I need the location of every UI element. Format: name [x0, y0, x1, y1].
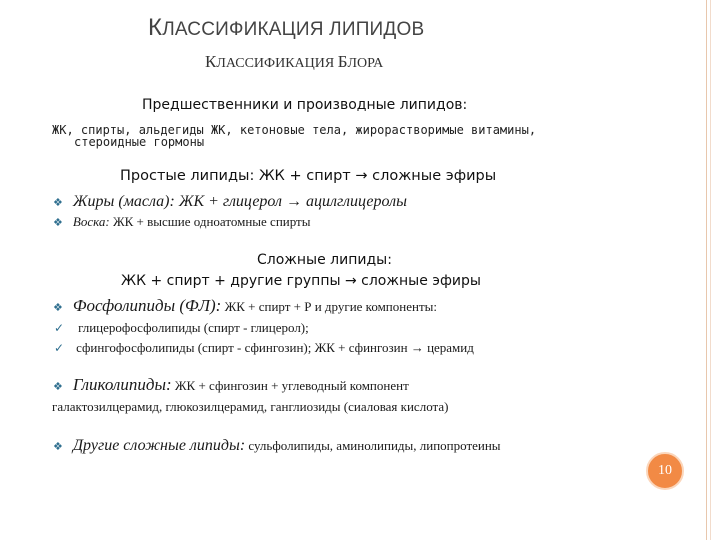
- diamond-bullet-icon: ❖: [53, 197, 63, 209]
- glycolipids-text: ЖК + сфингозин + углеводный компонент: [171, 378, 409, 393]
- phospholipids-label: Фосфолипиды (ФЛ):: [72, 296, 222, 315]
- other-complex-lipids-text: сульфолипиды, аминолипиды, липопротеины: [245, 438, 501, 453]
- diamond-bullet-icon: ❖: [53, 217, 63, 229]
- glycolipids-label: Гликолипиды:: [72, 375, 172, 394]
- phospholipids-text: ЖК + спирт + Р и другие компоненты:: [221, 299, 437, 314]
- glycolipids-item: [53, 375, 409, 395]
- fats-text: Жиры (масла): ЖК + глицерол → ацилглицеролы: [72, 193, 407, 210]
- phospholipids-item: [53, 296, 437, 316]
- page-number-badge: 10: [646, 452, 684, 490]
- wax-text: ЖК + высшие одноатомные спирты: [109, 214, 311, 229]
- complex-lipids-heading-2: ЖК + спирт + другие группы → сложные эфиры: [121, 273, 481, 289]
- glycerophospholipids-text: глицерофосфолипиды (спирт - глицерол);: [78, 320, 309, 335]
- fats-item: [53, 193, 407, 211]
- precursors-line-1: ЖК, спирты, альдегиды ЖК, кетоновые тела, жирорастворимые витамины,: [52, 123, 537, 137]
- slide-border: [710, 0, 711, 540]
- glycolipids-examples: галактозилцерамид, глюкозилцерамид, ганглиозиды (сиаловая кислота): [52, 399, 449, 414]
- page-title: КЛАССИФИКАЦИЯ ЛИПИДОВ: [148, 14, 425, 41]
- precursors-line-2: стероидные гормоны: [74, 135, 205, 149]
- wax-label: Воска:: [72, 214, 110, 229]
- sphingophospholipids-item: [54, 339, 474, 357]
- other-complex-lipids-item: [53, 437, 501, 455]
- page-subtitle: КЛАССИФИКАЦИЯ БЛОРА: [205, 52, 384, 71]
- sphingophospholipids-text: сфингофосфолипиды (спирт - сфингозин); ЖК + сфингозин → церамид: [76, 340, 474, 355]
- check-bullet-icon: ✓: [54, 321, 65, 335]
- complex-lipids-heading-1: Сложные липиды:: [257, 252, 392, 268]
- wax-item: [53, 213, 310, 231]
- diamond-bullet-icon: ❖: [53, 381, 63, 393]
- slide-border-inner: [706, 0, 707, 540]
- diamond-bullet-icon: ❖: [53, 441, 63, 453]
- simple-lipids-heading: Простые липиды: ЖК + спирт → сложные эфиры: [120, 168, 497, 184]
- diamond-bullet-icon: ❖: [53, 302, 63, 314]
- check-bullet-icon: ✓: [54, 341, 65, 355]
- other-complex-lipids-label: Другие сложные липиды:: [72, 437, 246, 454]
- glycerophospholipids-item: [54, 319, 309, 337]
- precursors-heading: Предшественники и производные липидов:: [142, 97, 468, 113]
